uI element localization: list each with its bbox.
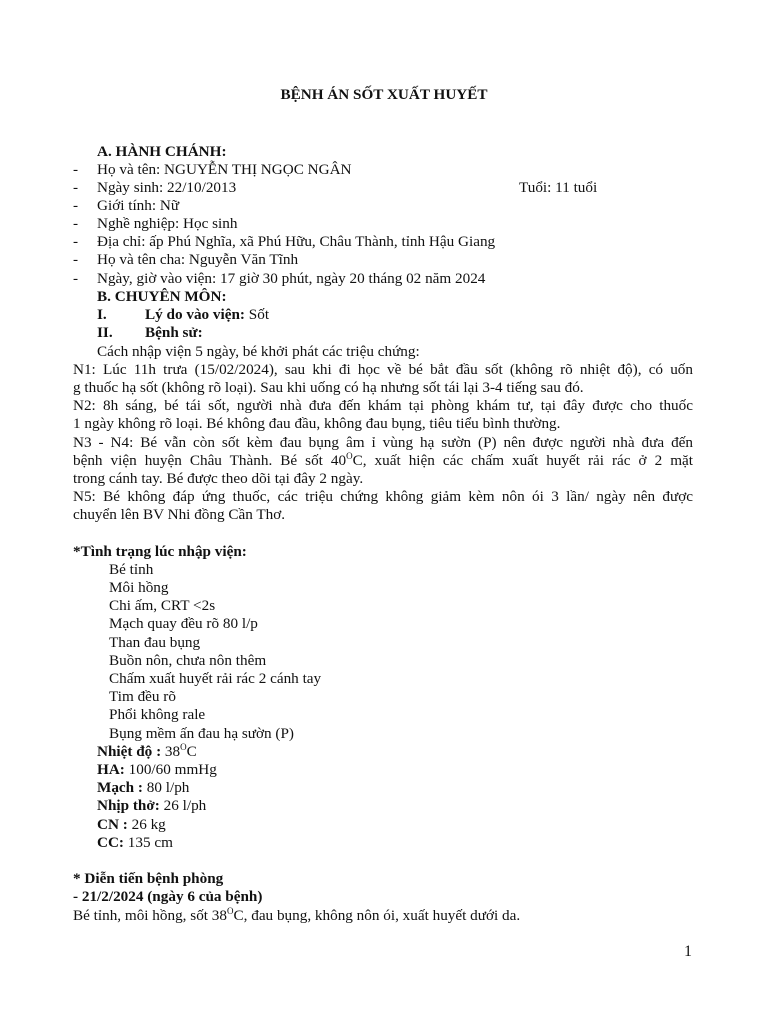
document-title: BỆNH ÁN SỐT XUẤT HUYẾT: [280, 86, 488, 103]
finding-item: Môi hồng: [109, 579, 169, 596]
vital-height: CC: 135 cm: [97, 834, 173, 851]
history-n5-line2: chuyển lên BV Nhi đồng Cần Thơ.: [73, 506, 286, 523]
field-age: Tuổi: 11 tuổi: [519, 179, 598, 196]
finding-item: Bé tỉnh: [109, 561, 154, 578]
finding-item: Buồn nôn, chưa nôn thêm: [109, 652, 267, 669]
vital-temperature: Nhiệt độ : $38^OC$: [97, 742, 197, 760]
history-n34-line1: N3 - N4: Bé vẫn còn sốt kèm đau bụng âm ỉ vùng hạ sườn (P) nên được người nhà đưa đến: [73, 434, 693, 451]
finding-item: Chi ấm, CRT <2s: [109, 597, 216, 614]
finding-item: Mạch quay đều rõ 80 l/p: [109, 615, 258, 632]
finding-item: Than đau bụng: [109, 634, 201, 651]
progress-date: - 21/2/2024 (ngày 6 của bệnh): [73, 888, 263, 905]
history-n34-line3: trong cánh tay. Bé được theo dõi tại đây 2 ngày.: [73, 470, 364, 487]
section-b-heading: B. CHUYÊN MÔN:: [97, 288, 227, 305]
field-admission-time: - Ngày, giờ vào viện: 17 giờ 30 phút, ngày 20 tháng 02 năm 2024: [73, 270, 486, 287]
history-intro: Cách nhập viện 5 ngày, bé khởi phát các triệu chứng:: [97, 343, 420, 360]
vital-blood-pressure: HA: 100/60 mmHg: [97, 761, 217, 778]
progress-heading: * Diễn tiến bệnh phòng: [73, 870, 224, 887]
finding-item: Phổi không rale: [109, 706, 206, 723]
history-n5-line1: N5: Bé không đáp ứng thuốc, các triệu chứng không giảm kèm nôn ói 3 lần/ ngày nên được: [73, 488, 693, 505]
finding-item: Tim đều rõ: [109, 688, 176, 705]
vital-weight: CN : 26 kg: [97, 816, 166, 833]
field-job: - Nghề nghiệp: Học sinh: [73, 215, 238, 232]
page-number: 1: [684, 943, 692, 960]
history-heading: II. Bệnh sử:: [97, 324, 203, 341]
history-n2-line2: 1 ngày không rõ loại. Bé không đau đầu, không đau bụng, tiêu tiểu bình thường.: [73, 415, 561, 432]
field-sex: - Giới tính: Nữ: [73, 197, 180, 214]
field-name: - Họ và tên: NGUYỄN THỊ NGỌC NGÂN: [73, 161, 352, 178]
history-n2-line1: N2: 8h sáng, bé tái sốt, người nhà đưa đến khám tại phòng khám tư, tại đây được cho thuốc: [73, 397, 693, 414]
progress-note: Bé tỉnh, môi hồng, sốt $38^OC$, đau bụng, không nôn ói, xuất huyết dưới da.: [73, 906, 521, 924]
field-dob: - Ngày sinh: 22/10/2013 Tuổi: 11 tuổi: [73, 179, 598, 196]
history-n1-line1: N1: Lúc 11h trưa (15/02/2024), sau khi đi học về bé bắt đầu sốt (không rõ nhiệt độ), có uốn: [73, 361, 693, 378]
reason-for-admission: I. Lý do vào viện: Sốt: [97, 306, 270, 323]
section-a-heading: A. HÀNH CHÁNH:: [97, 143, 227, 160]
field-address: - Địa chỉ: ấp Phú Nghĩa, xã Phú Hữu, Châu Thành, tỉnh Hậu Giang: [73, 233, 496, 250]
history-n34-line2: bệnh viện huyện Châu Thành. Bé sốt $40^OC$, xuất hiện các chấm xuất huyết rải rác ở 2 mặt: [73, 451, 693, 469]
history-n1-line2: g thuốc hạ sốt (không rõ loại). Sau khi uống có hạ nhưng sốt tái lại 3-4 tiếng sau đó.: [73, 379, 584, 396]
field-father: - Họ và tên cha: Nguyễn Văn Tĩnh: [73, 251, 299, 268]
finding-item: Chấm xuất huyết rải rác 2 cánh tay: [109, 670, 322, 687]
vital-pulse: Mạch : 80 l/ph: [97, 779, 190, 796]
finding-item: Bụng mềm ấn đau hạ sườn (P): [109, 725, 294, 742]
admission-status-heading: *Tình trạng lúc nhập viện:: [73, 543, 247, 560]
vital-respiration: Nhịp thở: 26 l/ph: [97, 797, 207, 814]
